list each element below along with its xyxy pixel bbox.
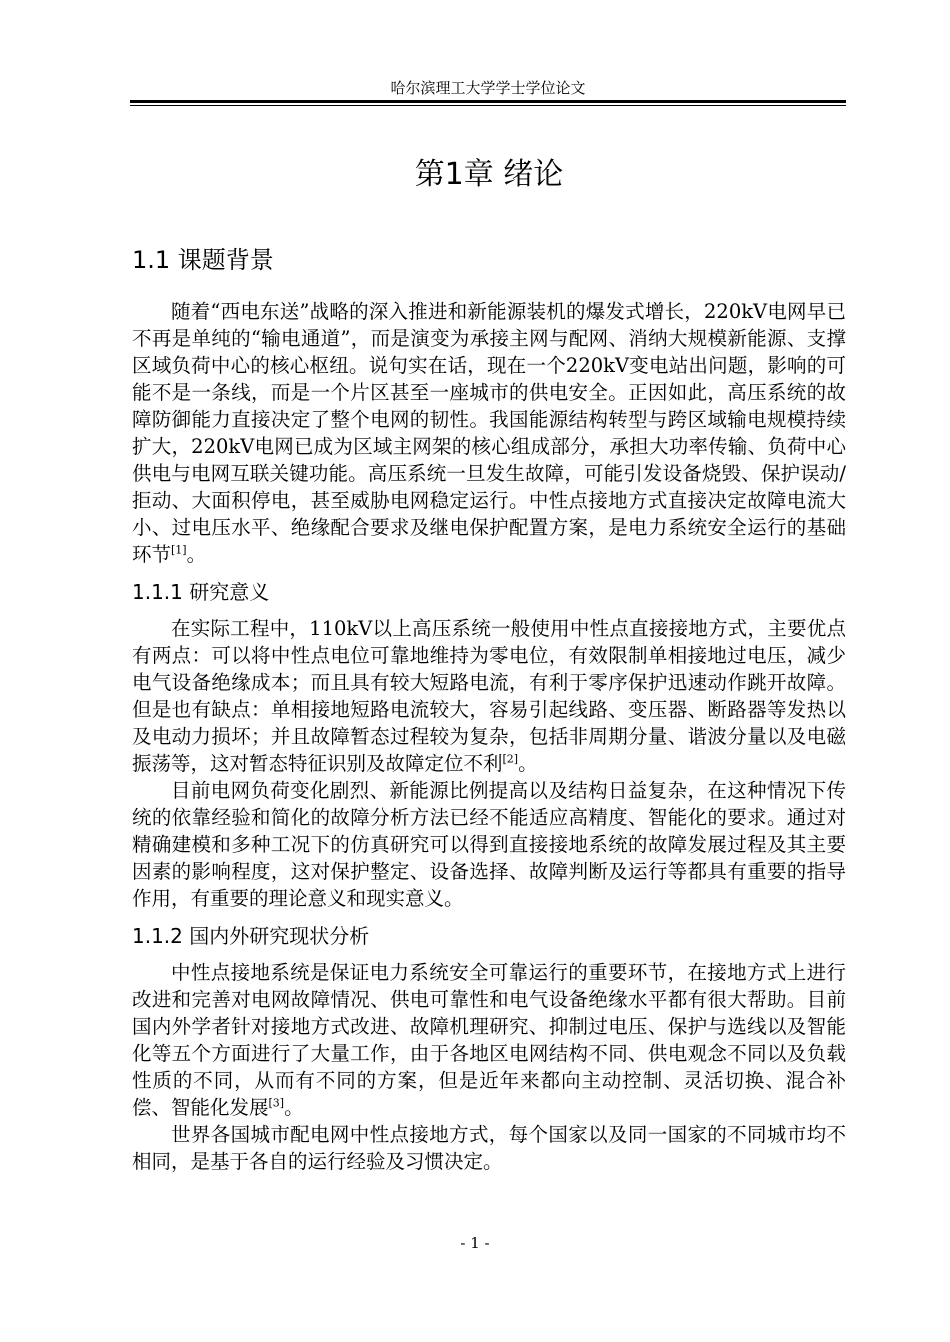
paragraph-1-1-2-2: 世界各国城市配电网中性点接地方式，每个国家以及同一国家的不同城市均不相同，是基于各自的运行经验及习惯决定。 [132, 1123, 846, 1173]
citation-3: [3] [268, 1096, 285, 1110]
chapter-title: 第1章 绪论 [414, 157, 564, 192]
header-rule-thin [130, 105, 846, 106]
citation-1: [1] [171, 543, 187, 557]
paragraph-1-1-1: 随着“西电东送”战略的深入推进和新能源装机的爆发式增长，220kV电网早已不再是单纯的“输电通道”，而是演变为承接主网与配网、消纳大规模新能源、支撑区域负荷中心的核心枢纽。说句实在话，现在一个220kV变电站出问题，影响的可能不是一条线，而是一个片区甚至一座城市的供电安全。正因如此，高压系统的故障防御能力直接决定了整个电网的韧性。我国能源结构转型与跨区域输电规模持续扩大，220kV电网已成为区域主网架的核心组成部分，承担大功率传输、负荷中心供电与电网互联关键功能。高压系统一旦发生故障，可能引发设备烧毁、保护误动/拒动、大面积停电，甚至威胁电网稳定运行。中性点接地方式直接决定故障电流大小、过电压水平、绝缘配合要求及继电保护配置方案，是电力系统安全运行的基础环节[1]。 [132, 300, 846, 566]
paragraph-1-1-1-1: 在实际工程中，110kV以上高压系统一般使用中性点直接接地方式，主要优点有两点：可以将中性点电位可靠地维持为零电位，有效限制单相接地过电压，减少电气设备绝缘成本；而且具有较大短路电流，有利于零序保护迅速动作跳开故障。但是也有缺点：单相接地短路电流较大，容易引起线路、变压器、断路器等发热以及电动力损坏；并且故障暂态过程较为复杂，包括非周期分量、谐波分量以及电磁振荡等，这对暂态特征识别及故障定位不利[2]。 [132, 617, 846, 775]
page-body [132, 150, 846, 1175]
citation-2: [2] [502, 752, 519, 766]
page-number: - 1 - [460, 1234, 490, 1252]
paragraph-1-1-2-1: 中性点接地系统是保证电力系统安全可靠运行的重要环节，在接地方式上进行改进和完善对电网故障情况、供电可靠性和电气设备绝缘水平都有很大帮助。目前国内外学者针对接地方式改进、故障机理研究、抑制过电压、保护与选线以及智能化等五个方面进行了大量工作，由于各地区电网结构不同、供电观念不同以及负载性质的不同，从而有不同的方案，但是近年来都向主动控制、灵活切换、混合补偿、智能化发展[3]。 [132, 961, 846, 1119]
section-heading-1-1: 1.1 课题背景 [132, 246, 274, 274]
header-rule-thick [130, 100, 846, 103]
section-heading-1-1-2: 1.1.2 国内外研究现状分析 [132, 924, 370, 948]
page-header: 哈尔滨理工大学学士学位论文 [390, 79, 586, 97]
paragraph-1-1-1-2: 目前电网负荷变化剧烈、新能源比例提高以及结构日益复杂，在这种情况下传统的依靠经验和简化的故障分析方法已经不能适应高精度、智能化的要求。通过对精确建模和多种工况下的仿真研究可以得到直接接地系统的故障发展过程及其主要因素的影响程度，这对保护整定、设备选择、故障判断及运行等都具有重要的指导作用，有重要的理论意义和现实意义。 [132, 779, 846, 910]
section-heading-1-1-1: 1.1.1 研究意义 [132, 580, 270, 604]
